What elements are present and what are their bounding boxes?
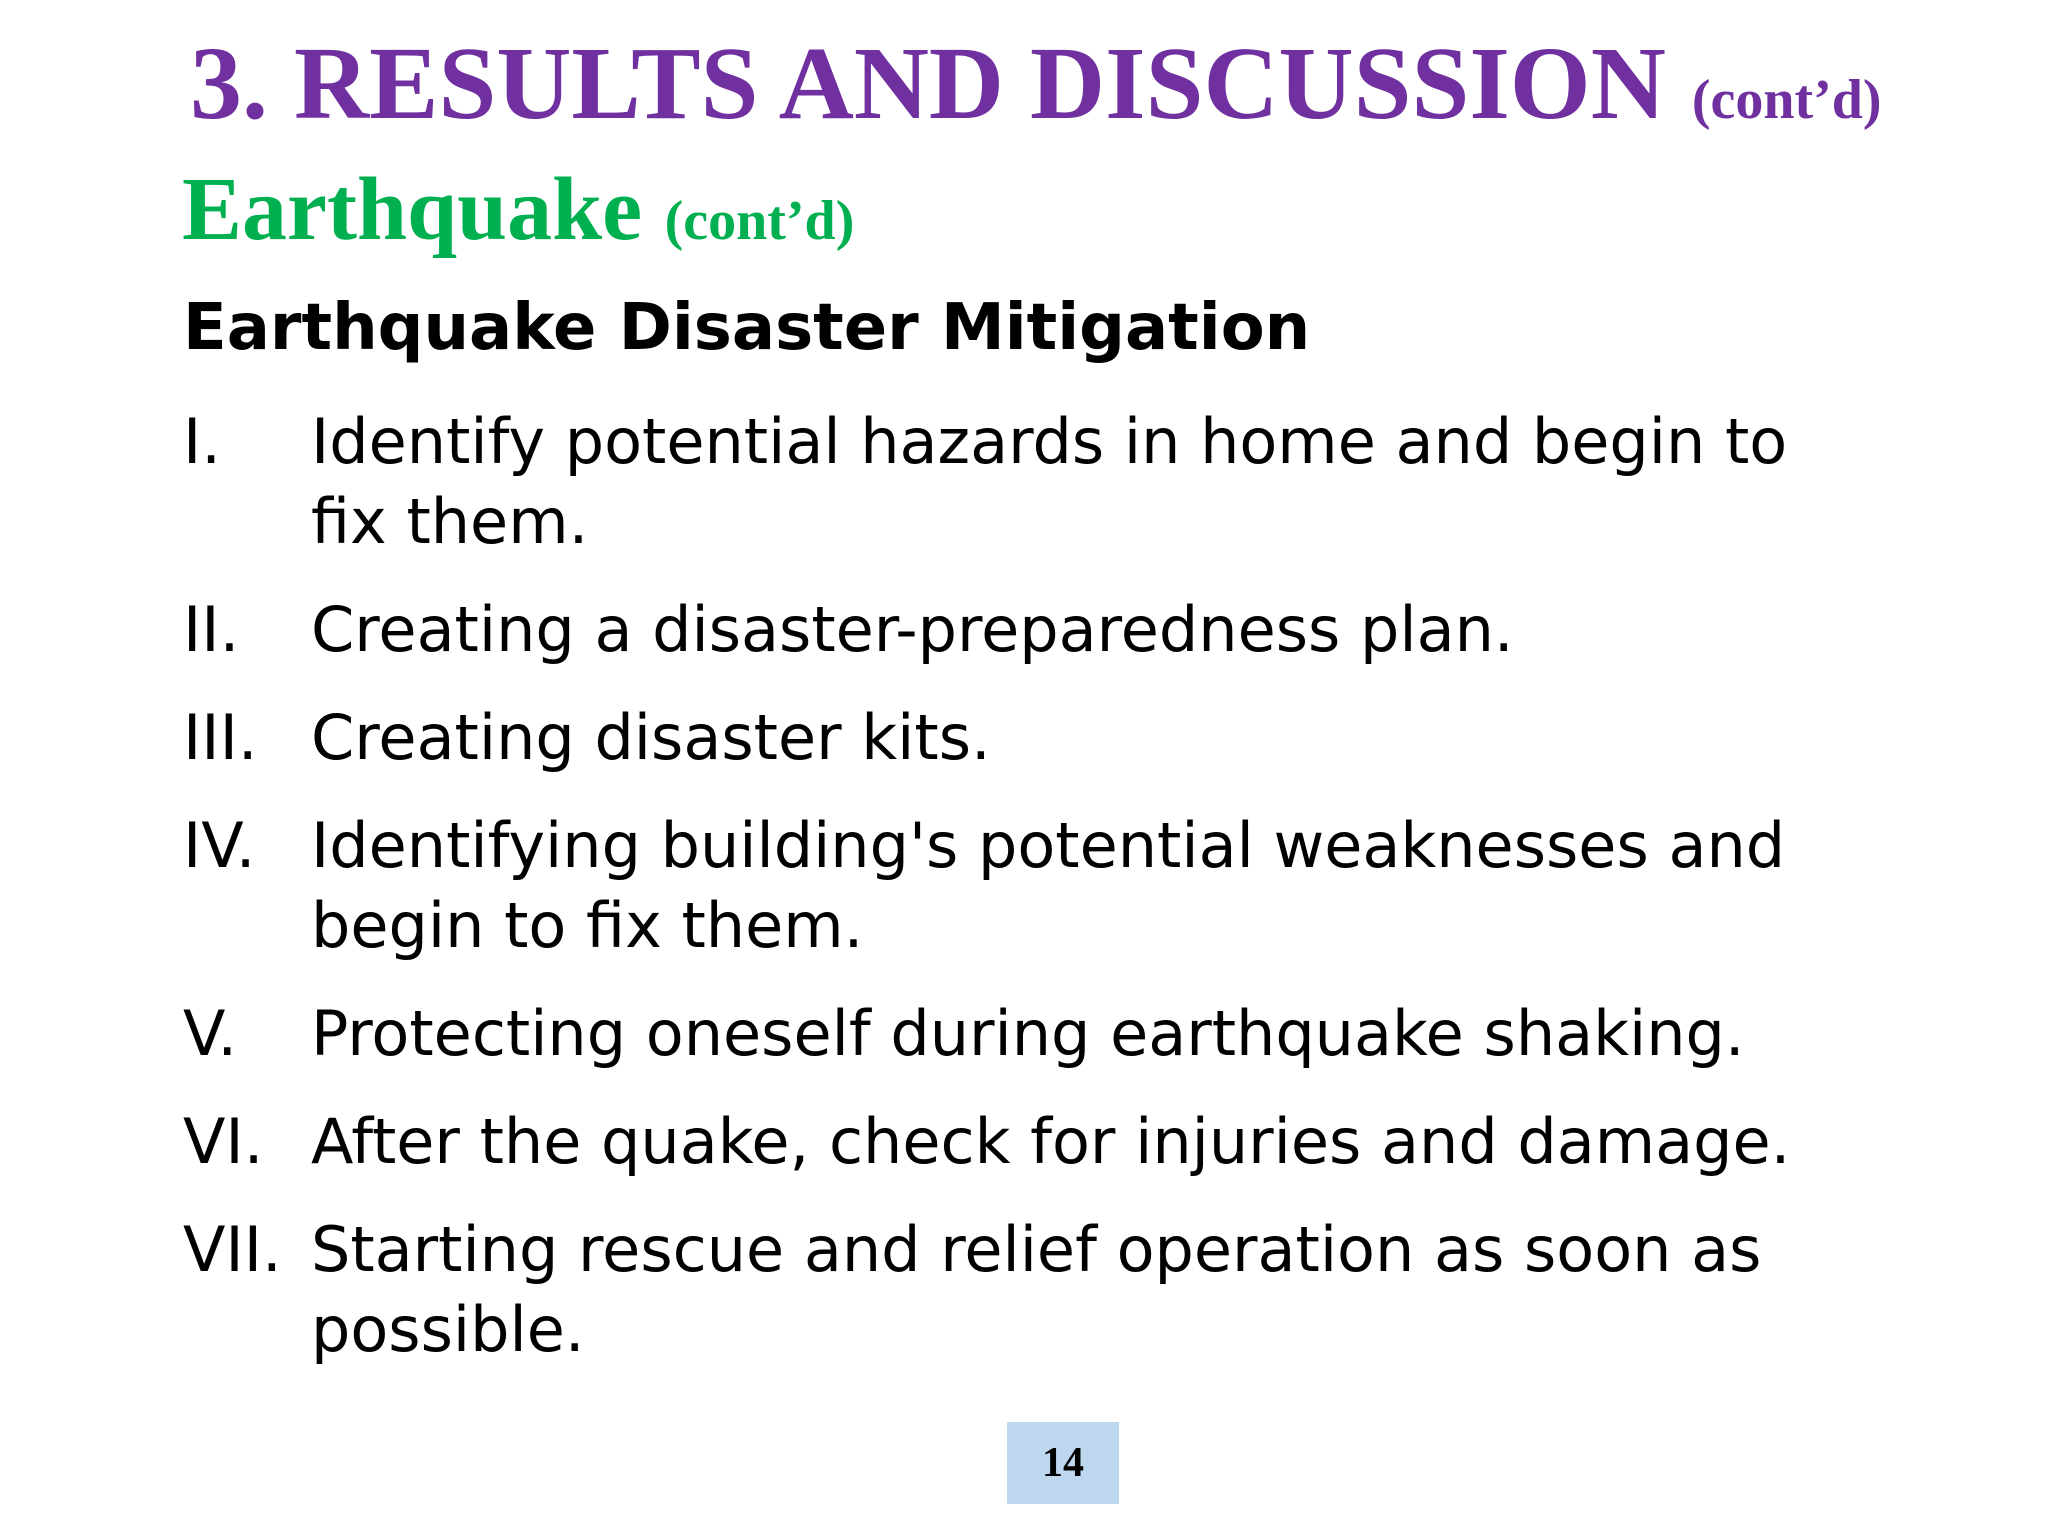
slide-title-suffix: (cont’d)	[1691, 69, 1882, 131]
list-item	[183, 402, 1873, 562]
list-item-text: After the quake, check for injuries and damage.	[311, 1105, 1791, 1178]
list-item-text: Identify potential hazards in home and begin to fix them.	[311, 405, 1788, 558]
list-item	[183, 698, 1873, 778]
list-item-number: V.	[183, 997, 238, 1070]
list-item-number: III.	[183, 701, 258, 774]
list-item-text: Creating disaster kits.	[311, 701, 991, 774]
list-item-number: I.	[183, 405, 221, 478]
list-heading: Earthquake Disaster Mitigation	[183, 291, 1311, 365]
list-item-text: Identifying building's potential weaknesses and begin to fix them.	[311, 809, 1786, 962]
list-item-text: Starting rescue and relief operation as soon as possible.	[311, 1213, 1762, 1366]
section-subtitle-text: Earthquake	[182, 160, 643, 259]
list-item	[183, 806, 1873, 966]
mitigation-list	[183, 402, 1873, 1398]
list-item	[183, 1102, 1873, 1182]
slide-title	[190, 24, 1882, 144]
list-item	[183, 1210, 1873, 1370]
section-subtitle-suffix: (cont’d)	[664, 190, 855, 252]
page-number	[1007, 1422, 1119, 1504]
list-item-text: Protecting oneself during earthquake shaking.	[311, 997, 1745, 1070]
page-number-text: 14	[1042, 1440, 1084, 1486]
list-item-number: VII.	[183, 1213, 282, 1286]
list-item-number: VI.	[183, 1105, 264, 1178]
list-item	[183, 994, 1873, 1074]
list-item-number: II.	[183, 593, 240, 666]
section-subtitle	[182, 158, 854, 262]
list-item-number: IV.	[183, 809, 256, 882]
list-item	[183, 590, 1873, 670]
slide-title-text: 3. RESULTS AND DISCUSSION	[190, 26, 1666, 141]
list-item-text: Creating a disaster-preparedness plan.	[311, 593, 1514, 666]
